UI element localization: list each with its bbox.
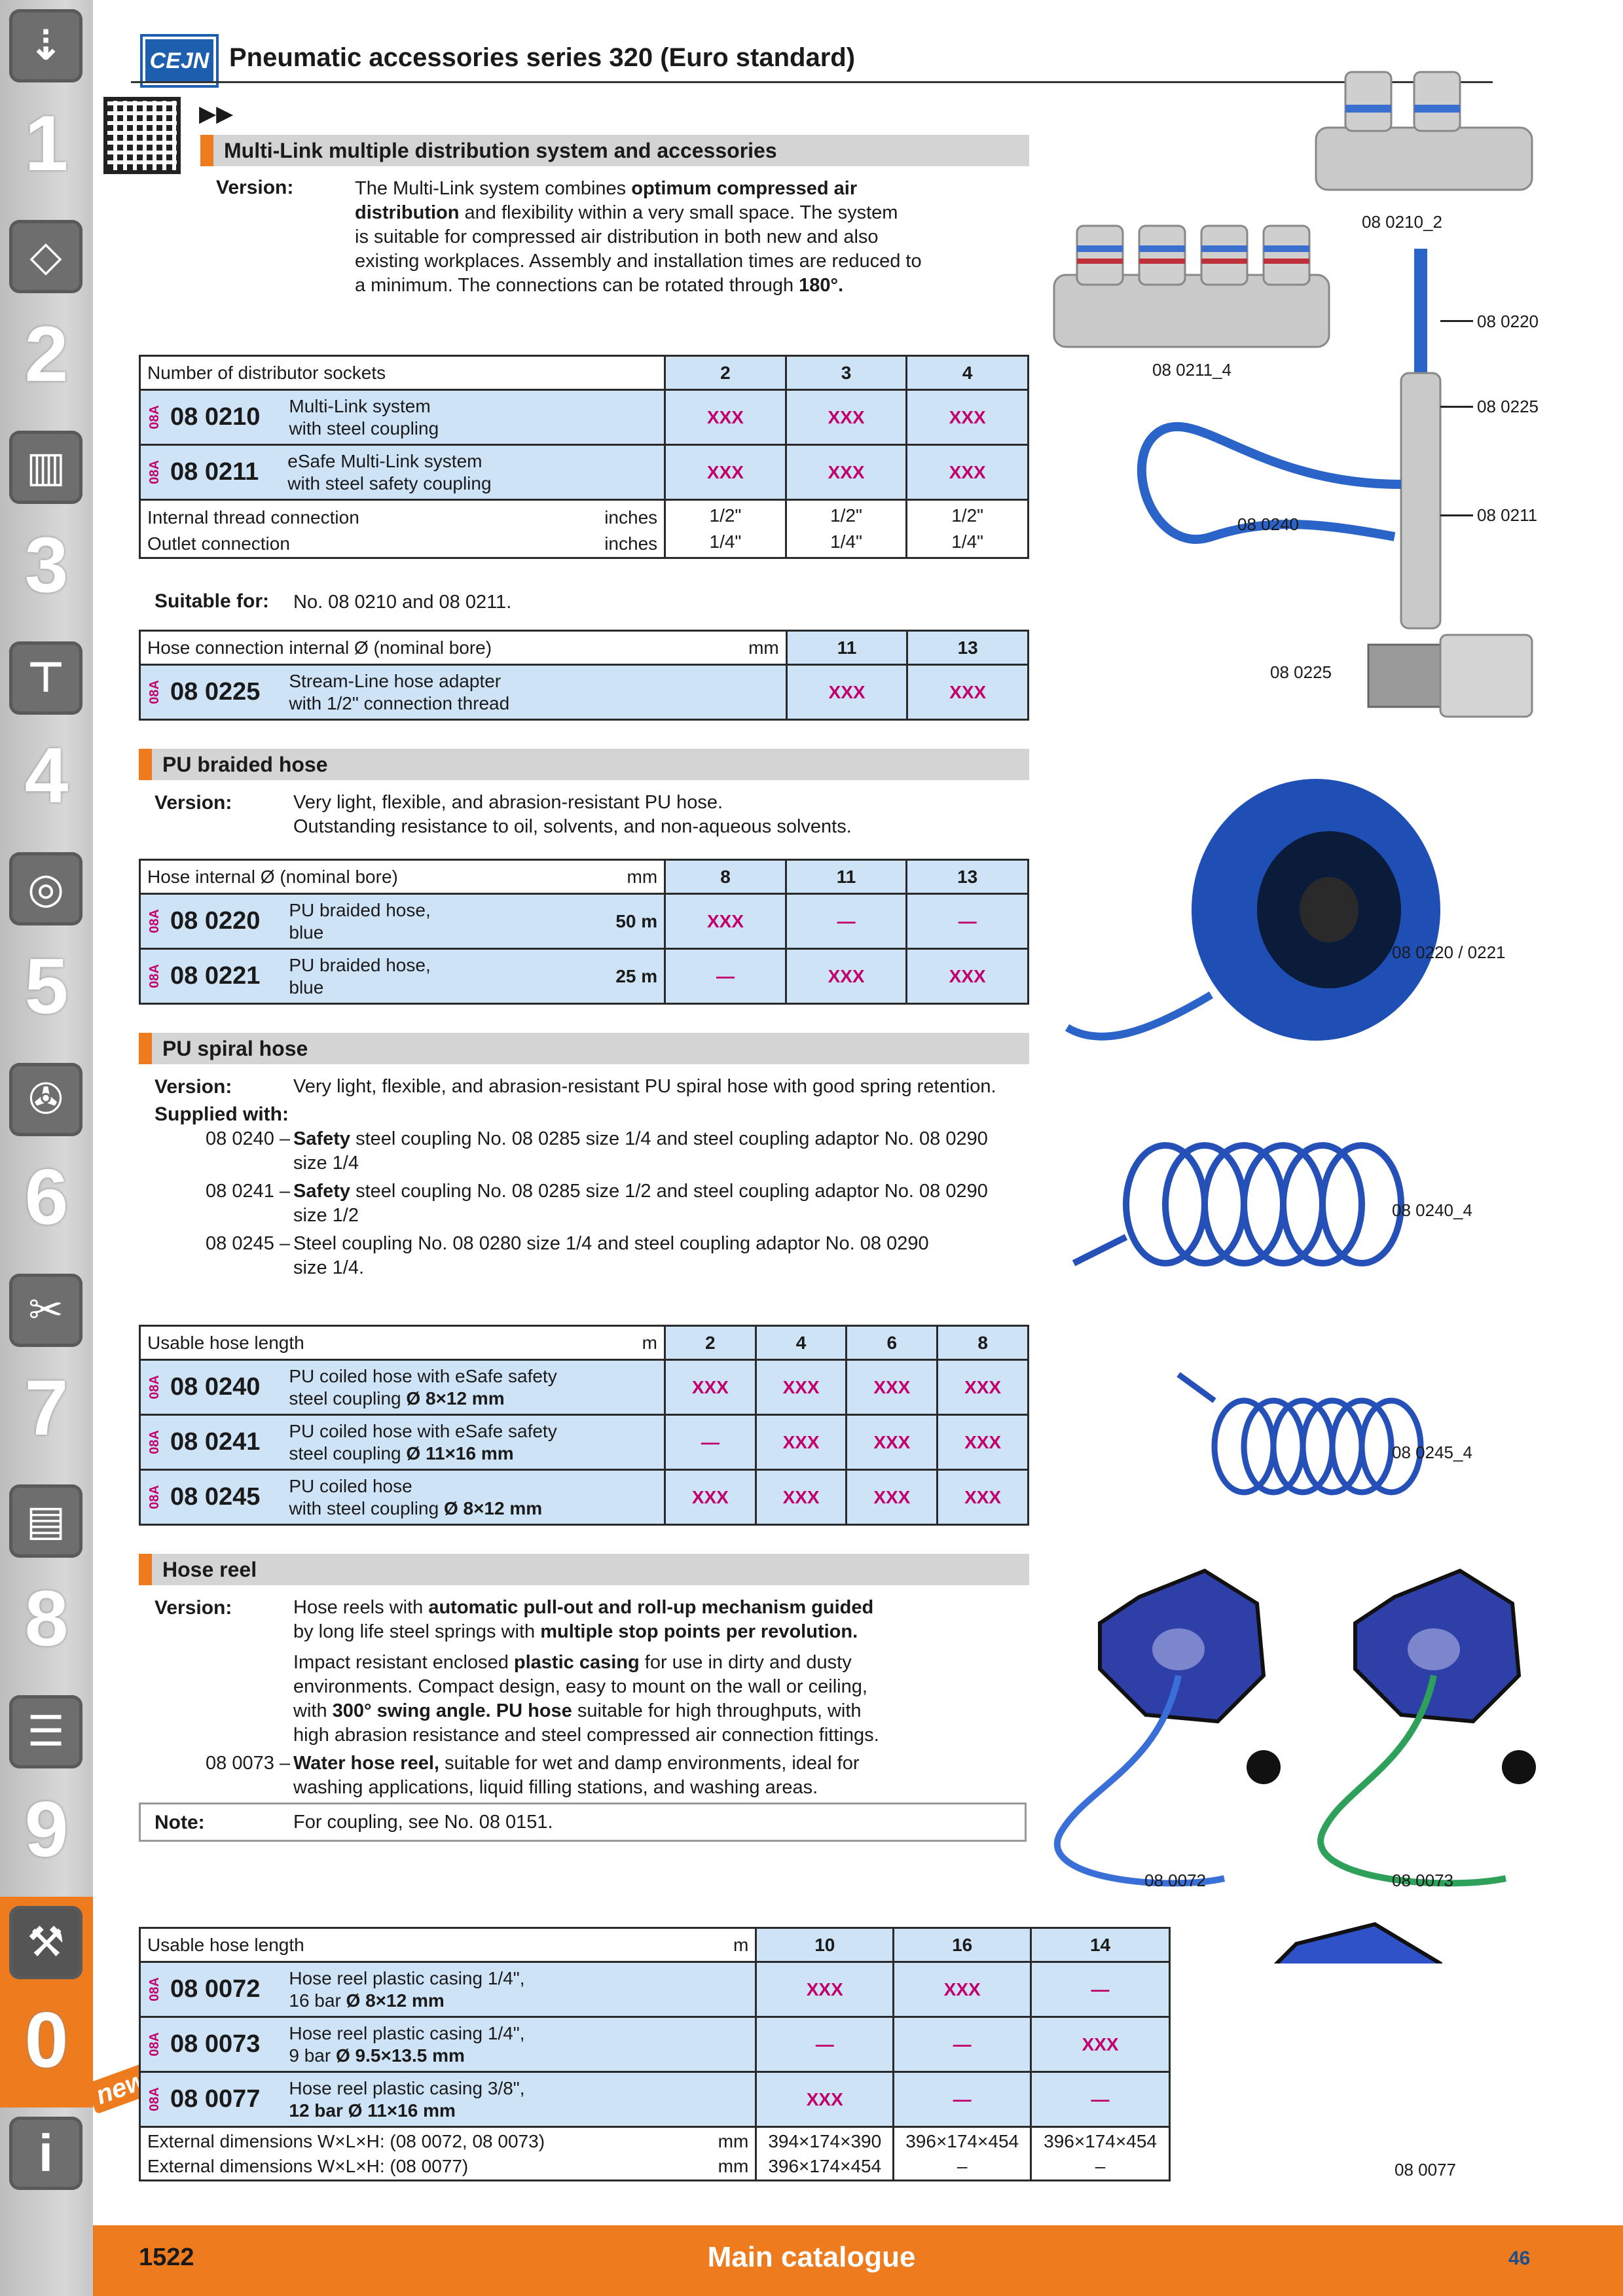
tool-set-icon: ▤ <box>9 1484 82 1558</box>
qr-code[interactable] <box>103 97 181 174</box>
table-row: 08A 08 0211 eSafe Multi-Link system with steel safety coupling XXX XXX XXX <box>140 445 1029 500</box>
drill-icon: ⇣ <box>9 9 82 82</box>
image-caption: 08 0072 <box>1144 1871 1206 1890</box>
spiral-hose-245-image <box>1178 1374 1421 1492</box>
hose-reel-073-image <box>1321 1571 1536 1883</box>
pliers-icon: ✂ <box>9 1274 82 1347</box>
image-caption: 08 0211 <box>1477 505 1538 525</box>
brand-logo: CEJN <box>143 37 216 85</box>
product-illustrations <box>1048 65 1584 1964</box>
list-item: 08 0240 – Safety steel coupling No. 08 0285 size 1/4 and steel coupling adaptor No. 08 0290 size 1/4 <box>206 1128 988 1174</box>
section-title: Hose reel <box>162 1558 257 1581</box>
note-text: For coupling, see No. 08 0151. <box>293 1812 553 1833</box>
hose-adapter-image <box>1368 635 1532 717</box>
cutting-insert-icon: ◇ <box>9 220 82 293</box>
article-number: 08 0210 <box>170 403 261 431</box>
article-number: 08 0240 <box>170 1373 261 1401</box>
caliper-icon: ⊤ <box>9 641 82 715</box>
table-row: 08A 08 0240 PU coiled hose with eSafe safety steel coupling Ø 8×12 mm XXX XXX XXX XXX <box>140 1360 1029 1415</box>
reel-text-2: Impact resistant enclosed plastic casing for use in dirty and dusty environments. Compact design, easy to mount on the wall or ceiling, with 300° swing angle. PU hose suitable for high throughputs, with high abrasion resistance and steel compressed air connection fittings. <box>293 1652 879 1746</box>
reel-text-1: Hose reels with automatic pull-out and roll-up mechanism guided by long life steel springs with multiple stop points per revolution. <box>293 1597 874 1642</box>
chapter-tab-9[interactable]: ☰ 9 <box>0 1686 93 1897</box>
section-title: PU braided hose <box>162 753 328 776</box>
image-caption: 08 0220 <box>1477 312 1539 331</box>
article-number: 08 0245 <box>170 1483 261 1511</box>
image-caption: 08 0211_4 <box>1152 360 1231 380</box>
chapter-tab-strip <box>0 0 93 2296</box>
water-reel-item: 08 0073 – Water hose reel, suitable for wet and damp environments, ideal for washing applications, liquid filling stations, and washing areas. <box>206 1753 860 1798</box>
suitable-label: Suitable for: <box>155 590 270 612</box>
chapter-tab-6[interactable]: ✇ 6 <box>0 1054 93 1265</box>
tool-cabinet-icon: ☰ <box>9 1695 82 1768</box>
image-caption: 08 0220 / 0221 <box>1392 942 1506 962</box>
spec-row: External dimensions W×L×H: (08 0072, 08 0073) mm External dimensions W×L×H: (08 0077) mm 394×174×390 396×174×454 396×174×454 – 396×174×454 – <box>140 2127 1170 2181</box>
footer-page-index: 46 <box>1508 2248 1531 2269</box>
info-icon: i <box>9 2117 82 2190</box>
spiral-hose-240-image <box>1074 1145 1401 1263</box>
chapter-tab-1[interactable]: ⇣ 1 <box>0 0 93 211</box>
multilink-4-image <box>1054 226 1329 347</box>
article-number: 08 0241 <box>170 1428 261 1456</box>
image-caption: 08 0073 <box>1392 1871 1453 1890</box>
section-marker <box>200 135 213 166</box>
chapter-tab-2[interactable]: ◇ 2 <box>0 211 93 422</box>
braided-table: Hose internal Ø (nominal bore) mm 8 11 13 08A 08 0220 PU braided hose, blue 50 m XXX — — 08A 08 0221 PU braided hose, blue 25 m — XXX XXX <box>139 859 1029 1005</box>
table-row: 08A 08 0210 Multi-Link system with steel coupling XXX XXX XXX <box>140 390 1029 445</box>
hose-reel-072-image <box>1057 1571 1281 1883</box>
version-label: Version: <box>155 1597 232 1619</box>
image-caption: 08 0225 <box>1477 397 1539 416</box>
spec-row: Internal thread connection inches Outlet connection inches 1/2" 1/4" 1/2" 1/4" 1/2" 1/4" <box>140 500 1029 558</box>
multilink-table: Number of distributor sockets 2 3 4 08A 08 0210 Multi-Link system with steel coupling XXX XXX XXX 08A 08 0211 eSafe Multi-Link system with steel safety coupling XXX XXX XXX Internal thread connection inches Outlet connection inches 1/2" 1/4" 1/2" 1/4" 1/2" 1/4" <box>139 355 1029 559</box>
article-number: 08 0211 <box>170 458 259 486</box>
supplied-list <box>206 1127 1044 1280</box>
version-label: Version: <box>216 177 294 198</box>
table-row: 08A 08 0221 PU braided hose, blue 25 m — XXX XXX <box>140 949 1029 1004</box>
table-row: 08A 08 0220 PU braided hose, blue 50 m XXX — — <box>140 894 1029 949</box>
table-row: 08A 08 0241 PU coiled hose with eSafe safety steel coupling Ø 11×16 mm — XXX XXX XXX <box>140 1415 1029 1470</box>
tool-holder-icon: ▥ <box>9 431 82 504</box>
article-number: 08 0225 <box>170 678 261 706</box>
safety-goggles-icon: ⚒ <box>9 1906 82 1979</box>
version-text: Very light, flexible, and abrasion-resistant PU spiral hose with good spring retention. <box>293 1076 996 1097</box>
section-header-braided <box>139 749 1029 780</box>
section-header-reel <box>139 1554 1029 1585</box>
section-title: Multi-Link multiple distribution system and accessories <box>224 139 777 162</box>
spiral-table: Usable hose length m 2 4 6 8 08A 08 0240 PU coiled hose with eSafe safety steel coupling Ø 8×12 mm XXX XXX XXX XXX 08A 08 0241 PU coiled hose with eSafe safety steel coupling Ø 11×16 mm — XXX XXX XXX 08A 08 0245 PU coiled hose with steel coupling Ø 8×12 mm XXX XXX XXX XXX <box>139 1325 1029 1526</box>
saw-blade-icon: ◎ <box>9 852 82 925</box>
article-number: 08 0072 <box>170 1975 261 2003</box>
image-caption: 08 0245_4 <box>1392 1443 1472 1462</box>
chapter-tab-5[interactable]: ◎ 5 <box>0 843 93 1054</box>
braided-hose-image <box>1067 779 1440 1041</box>
note-label: Note: <box>155 1812 205 1833</box>
page-number: 1522 <box>139 2244 194 2271</box>
chapter-tab-7[interactable]: ✂ 7 <box>0 1265 93 1475</box>
new-badge: new <box>86 2062 157 2114</box>
article-number: 08 0220 <box>170 907 261 935</box>
hose-reel-077-image <box>1241 1924 1506 1964</box>
suitable-text: No. 08 0210 and 08 0211. <box>293 592 512 613</box>
footer-title: Main catalogue <box>707 2241 916 2273</box>
version-label: Version: <box>155 1076 232 1098</box>
table-row: 08A 08 0073 Hose reel plastic casing 1/4", 9 bar Ø 9.5×13.5 mm — — XXX <box>140 2017 1170 2072</box>
reel-table: Usable hose length m 10 16 14 08A 08 0072 Hose reel plastic casing 1/4", 16 bar Ø 8×12 mm XXX XXX — 08A 08 0073 Hose reel plastic casing 1/4", 9 bar Ø 9.5×13.5 mm — — XXX 08A 08 0077 Hose reel plastic casing 3/8", 12 bar Ø 11×16 mm XXX — — External dimensions W×L×H: (08 0072, 08 0073) mm External dimensions W×L×H: (08 0077) mm 394×174×390 396×174×454 396×174×454 – 396×174×454 – <box>139 1927 1171 2181</box>
version-text: The Multi-Link system combines optimum compressed air distribution and flexibility within a very small space. The system is suitable for compressed air distribution in both new and also existing workplaces. Assembly and installation times are reduced to a minimum. The connections can be rotated through 180°. <box>355 178 922 296</box>
callout-line <box>1440 406 1473 408</box>
version-text: Very light, flexible, and abrasion-resistant PU hose. Outstanding resistance to oil, solvents, and non-aqueous solvents. <box>293 792 852 837</box>
chapter-tab-3[interactable]: ▥ 3 <box>0 422 93 632</box>
section-header-spiral <box>139 1033 1029 1064</box>
table-row: 08A 08 0077 Hose reel plastic casing 3/8", 12 bar Ø 11×16 mm XXX — — <box>140 2072 1170 2127</box>
image-caption: 08 0225 <box>1270 662 1332 682</box>
list-item: 08 0245 – Steel coupling No. 08 0280 size 1/4 and steel coupling adaptor No. 08 0290 size 1/4. <box>206 1233 929 1278</box>
table-row: 08A 08 0225 Stream-Line hose adapter with 1/2" connection thread XXX XXX <box>140 665 1029 720</box>
table-row: 08A 08 0245 PU coiled hose with steel coupling Ø 8×12 mm XXX XXX XXX XXX <box>140 1470 1029 1525</box>
chapter-tab-0[interactable]: ⚒ 0 <box>0 1897 93 2108</box>
wrench-icon: ✇ <box>9 1063 82 1136</box>
table-row: 08A 08 0072 Hose reel plastic casing 1/4", 16 bar Ø 8×12 mm XXX XXX — <box>140 1962 1170 2017</box>
adapter-table: Hose connection internal Ø (nominal bore) mm 11 13 08A 08 0225 Stream-Line hose adapter with 1/2" connection thread XXX XXX <box>139 630 1029 721</box>
chapter-tab-8[interactable]: ▤ 8 <box>0 1475 93 1686</box>
callout-line <box>1440 514 1473 516</box>
article-number: 08 0077 <box>170 2085 261 2113</box>
image-caption: 08 0077 <box>1395 2160 1456 2179</box>
chapter-tab-4[interactable]: ⊤ 4 <box>0 632 93 843</box>
column-header: Number of distributor sockets <box>140 356 665 390</box>
article-number: 08 0073 <box>170 2030 261 2058</box>
multilink-2-image <box>1316 72 1532 190</box>
section-title: PU spiral hose <box>162 1037 308 1060</box>
version-label: Version: <box>155 792 232 814</box>
article-number: 08 0221 <box>170 962 261 990</box>
page-title: Pneumatic accessories series 320 (Euro standard) <box>229 43 856 72</box>
section-header-multilink <box>200 135 1029 166</box>
note-box <box>139 1803 1027 1842</box>
forward-arrows-icon: ▶▶ <box>199 101 234 126</box>
list-item: 08 0241 – Safety steel coupling No. 08 0285 size 1/2 and steel coupling adaptor No. 08 0290 size 1/2 <box>206 1181 988 1226</box>
supplied-label: Supplied with: <box>155 1103 289 1125</box>
image-caption: 08 0240_4 <box>1392 1200 1472 1220</box>
image-caption: 08 0240 <box>1237 514 1299 534</box>
image-caption: 08 0210_2 <box>1362 212 1442 232</box>
chapter-tab-info[interactable] <box>0 2108 93 2225</box>
callout-line <box>1440 320 1473 322</box>
